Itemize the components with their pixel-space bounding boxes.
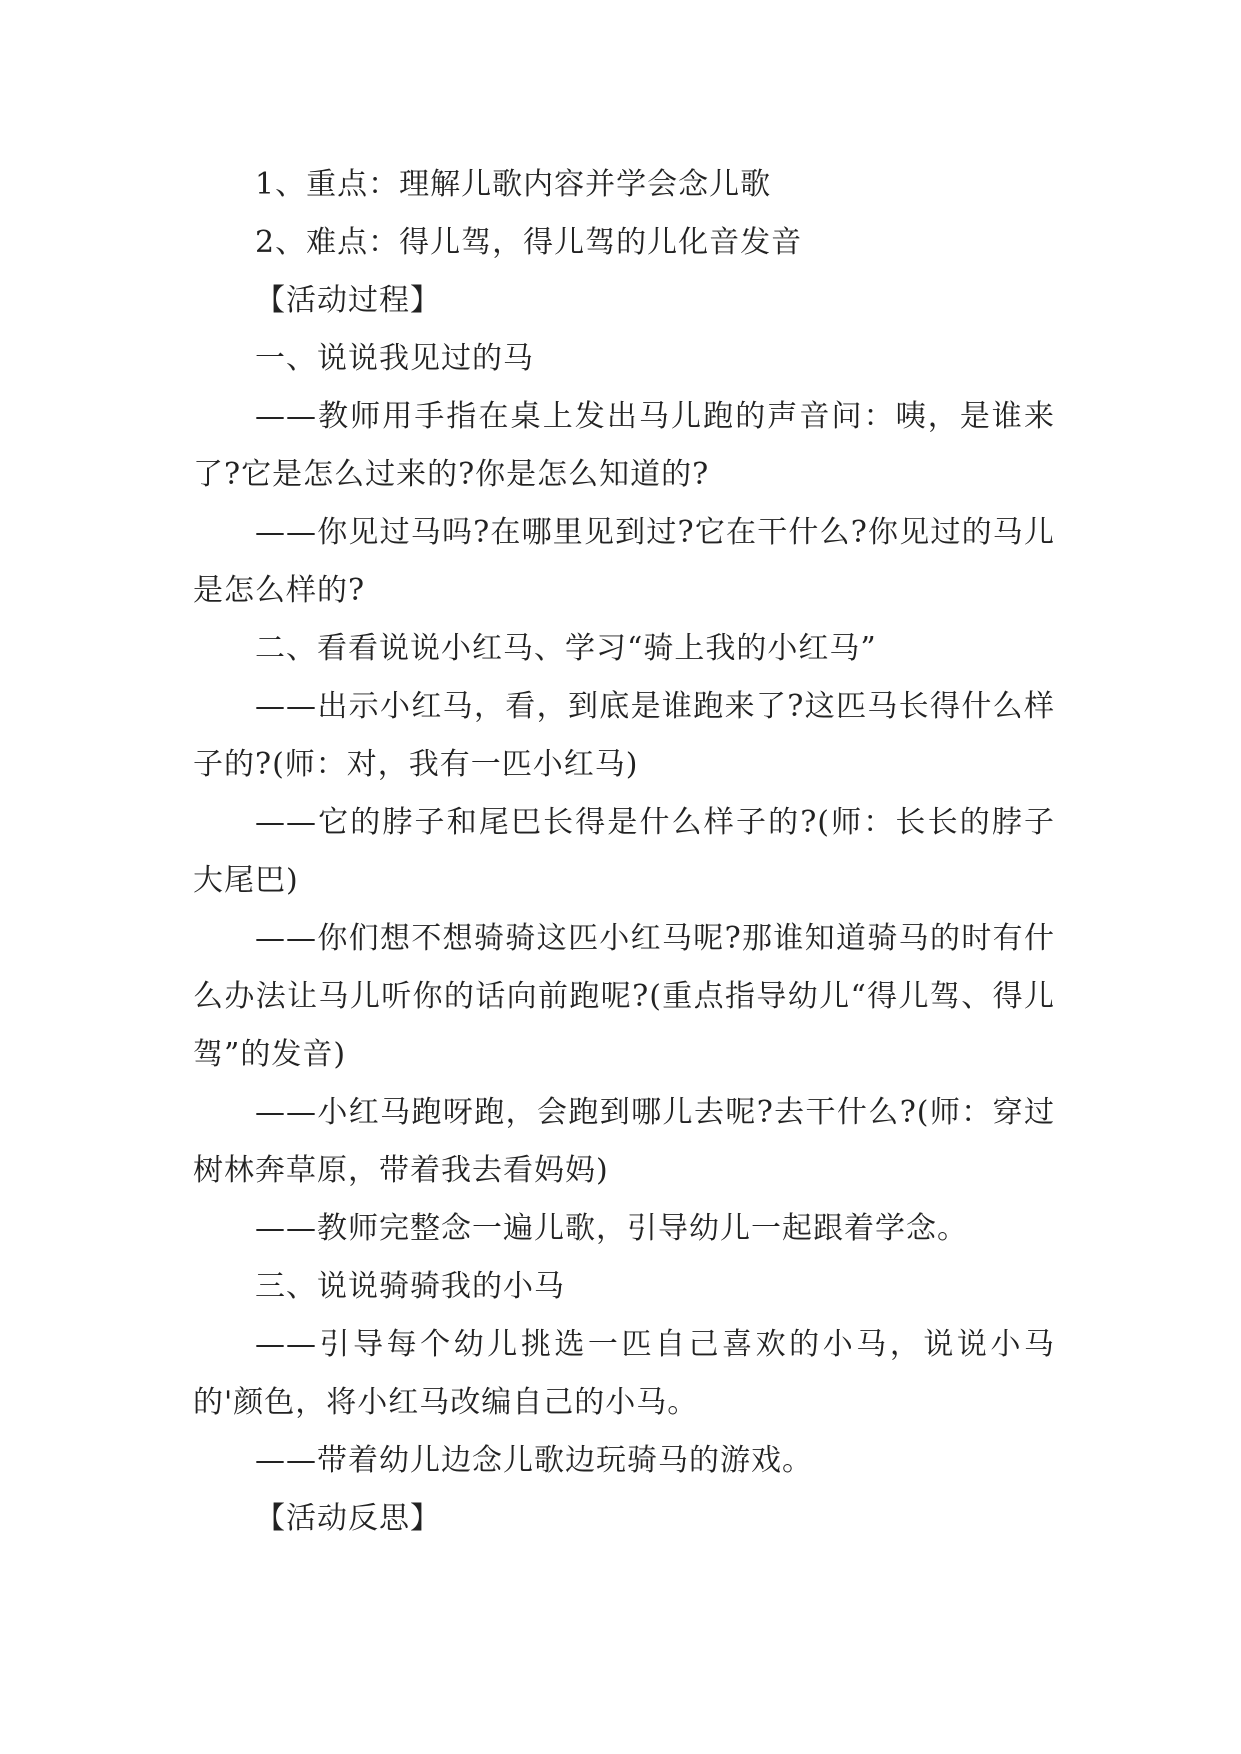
paragraph: ——带着幼儿边念儿歌边玩骑马的游戏。 <box>255 1443 813 1478</box>
step-three-heading: 三、说说骑骑我的小马 <box>255 1269 565 1304</box>
paragraph: ——教师用手指在桌上发出马儿跑的声音问：咦，是谁来了?它是怎么过来的?你是怎么知道的? <box>193 399 1055 492</box>
document-body <box>193 156 1055 1548</box>
paragraph: ——教师完整念一遍儿歌，引导幼儿一起跟着学念。 <box>255 1211 968 1246</box>
key-point: 1、重点：理解儿歌内容并学会念儿歌 <box>255 167 772 202</box>
paragraph: ——出示小红马，看，到底是谁跑来了?这匹马长得什么样子的?(师：对，我有一匹小红马) <box>193 689 1055 782</box>
paragraph: ——引导每个幼儿挑选一匹自己喜欢的小马，说说小马的'颜色，将小红马改编自己的小马。 <box>193 1327 1055 1420</box>
section-heading-activity-reflection: 【活动反思】 <box>255 1501 441 1536</box>
step-two-heading: 二、看看说说小红马、学习“骑上我的小红马” <box>255 631 877 666</box>
paragraph: ——你们想不想骑骑这匹小红马呢?那谁知道骑马的时有什么办法让马儿听你的话向前跑呢?(重点指导幼儿“得儿驾、得儿驾”的发音) <box>193 921 1055 1072</box>
section-heading-activity-process: 【活动过程】 <box>255 283 441 318</box>
difficult-point: 2、难点：得儿驾，得儿驾的儿化音发音 <box>255 225 803 260</box>
step-one-heading: 一、说说我见过的马 <box>255 341 534 376</box>
paragraph: ——它的脖子和尾巴长得是什么样子的?(师：长长的脖子大尾巴) <box>193 805 1055 898</box>
paragraph: ——你见过马吗?在哪里见到过?它在干什么?你见过的马儿是怎么样的? <box>193 515 1055 608</box>
paragraph: ——小红马跑呀跑，会跑到哪儿去呢?去干什么?(师：穿过树林奔草原，带着我去看妈妈) <box>193 1095 1055 1188</box>
